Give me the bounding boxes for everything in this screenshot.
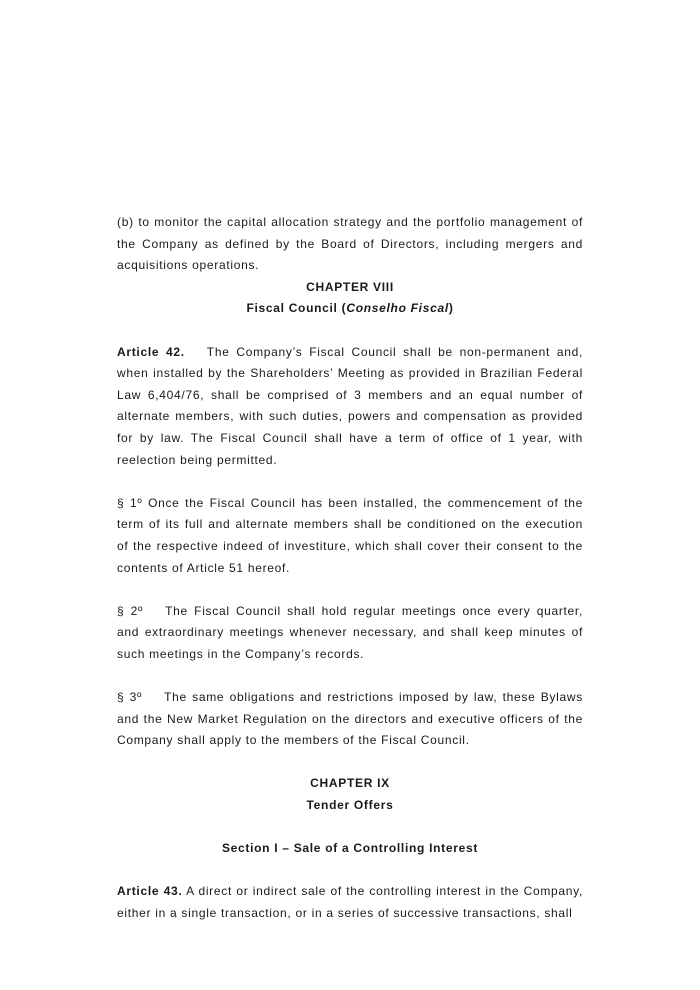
paragraph-1-text: Once the Fiscal Council has been installed, the commencement of the term of its full and alternate members shall be conditioned on the execution of the respective indeed of investiture, which shall cover their consent to the contents of Article 51 hereof. [117, 495, 583, 575]
article-42-text: The Company’s Fiscal Council shall be non-permanent and, when installed by the Shareholders’ Meeting as provided in Brazilian Federal Law 6,404/76, shall be comprised of 3 members and an equal number of alternate members, with such duties, powers and compensation as provided for by law. The Fiscal Council shall have a term of office of 1 year, with reelection being permitted. [117, 344, 583, 467]
paragraph-2-text: The Fiscal Council shall hold regular meetings once every quarter, and extraordinary meetings whenever necessary, and shall keep minutes of such meetings in the Company’s records. [117, 603, 583, 661]
paragraph-2 [117, 601, 583, 666]
chapter-9-title: Tender Offers [306, 798, 394, 813]
article-42-label: Article 42. [117, 344, 185, 359]
paragraph-1-label: § 1º [117, 495, 143, 510]
paragraph-1 [117, 493, 583, 579]
article-43-text: A direct or indirect sale of the controlling interest in the Company, either in a single transaction, or in a series of successive transactions, shall [117, 884, 583, 920]
article-42 [117, 342, 583, 472]
paragraph-2-label: § 2º [117, 603, 144, 618]
paragraph-3-text: The same obligations and restrictions imposed by law, these Bylaws and the New Market Regulation on the directors and executive officers of the Company shall apply to the members of the Fiscal Council. [117, 690, 583, 748]
chapter-8-heading: CHAPTER VIII [306, 279, 394, 294]
chapter-9-heading: CHAPTER IX [310, 776, 390, 791]
article-43-label: Article 43. [117, 884, 183, 899]
paragraph-b: (b) to monitor the capital allocation strategy and the portfolio management of the Company as defined by the Board of Directors, including mergers and acquisitions operations. [117, 215, 583, 273]
section-1-title: Section I – Sale of a Controlling Interest [221, 841, 479, 856]
document-page [117, 212, 583, 925]
paragraph-3 [117, 687, 583, 752]
chapter-8-title: Fiscal Council (Conselho Fiscal) [246, 301, 454, 316]
article-43 [117, 881, 583, 924]
paragraph-3-label: § 3º [117, 690, 143, 705]
